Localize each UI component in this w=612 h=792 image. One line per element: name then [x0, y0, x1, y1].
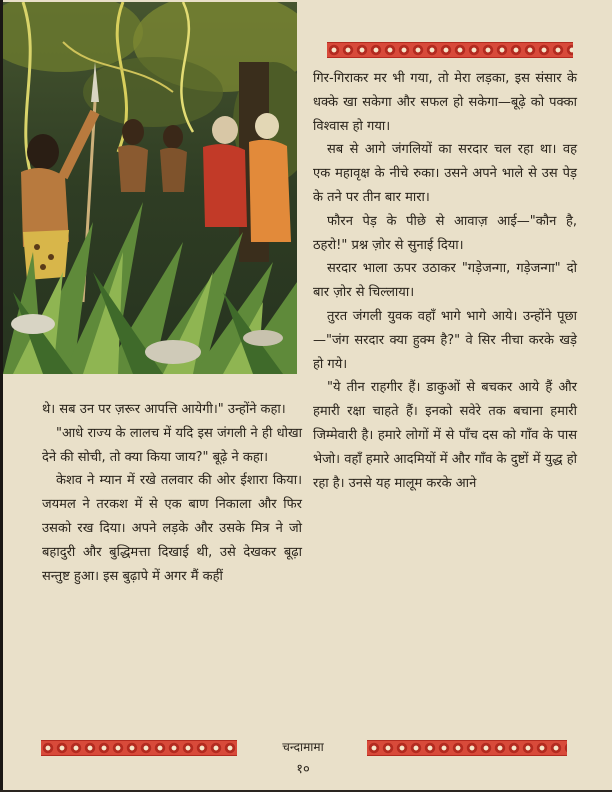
paragraph: थे। सब उन पर ज़रूर आपत्ति आयेगी।" उन्होंने कहा।: [42, 402, 286, 417]
ornament-border-bottom-left: [41, 740, 237, 756]
right-text-column: [313, 67, 577, 495]
paragraph: गिर-गिराकर मर भी गया, तो मेरा लड़का, इस संसार के धक्के खा सकेगा और सफल हो सकेगा—बूढ़े को पक्का विश्वास हो गया।: [313, 71, 577, 134]
left-text-column: [42, 398, 302, 588]
paragraph: "आधे राज्य के लालच में यदि इस जंगली ने ही धोखा देने की सोची, तो क्या किया जाय?" बूढ़े ने कहा।: [42, 425, 302, 465]
paragraph: "ये तीन राहगीर हैं। डाकुओं से बचकर आये हैं और हमारी रक्षा चाहते हैं। इनको सवेरे तक बचाना हमारी जिम्मेवारी है। हमारे लोगों में से पाँच दस को गाँव के पास भेजो। वहाँ हमारे आदमियों में और गाँव के दुष्टों में युद्ध हो रहा है। उनसे यह मालूम करके आने: [313, 380, 577, 491]
ornament-border-bottom-right: [367, 740, 567, 756]
ornament-border-top: [327, 42, 573, 58]
paragraph: केशव ने म्यान में रखे तलवार की ओर ईशारा किया। जयमल ने तरकश में से एक बाण निकाला और फिर उसको रख दिया। अपने लड़के और उसके मित्र ने जो बहादुरी और बुद्धिमत्ता दिखाई थी, उसे देखकर बूढ़ा सन्तुष्ट हुआ। इस बुढ़ापे में अगर मैं कहीं: [42, 473, 302, 584]
paragraph: सब से आगे जंगलियों का सरदार चल रहा था। वह एक महावृक्ष के नीचे रुका। उसने अपने भाले से उस पेड़ के तने पर तीन बार मारा।: [313, 142, 577, 205]
page-number: १०: [296, 762, 310, 777]
illustration-art: [3, 2, 297, 374]
paragraph: फौरन पेड़ के पीछे से आवाज़ आई—"कौन है, ठहरो!" प्रश्न ज़ोर से सुनाई दिया।: [313, 213, 577, 253]
paragraph: सरदार भाला ऊपर उठाकर "गड़ेजन्गा, गड़ेजन्गा" दो बार ज़ोर से चिल्लाया।: [313, 261, 577, 301]
magazine-title: चन्दामामा: [282, 740, 324, 754]
paragraph: तुरत जंगली युवक वहाँ भागे भागे आये। उन्होंने पूछा—"जंग सरदार क्या हुक्म है?" वे सिर नीचा करके खड़े हो गये।: [313, 308, 577, 372]
jungle-scene-illustration: [3, 2, 297, 374]
